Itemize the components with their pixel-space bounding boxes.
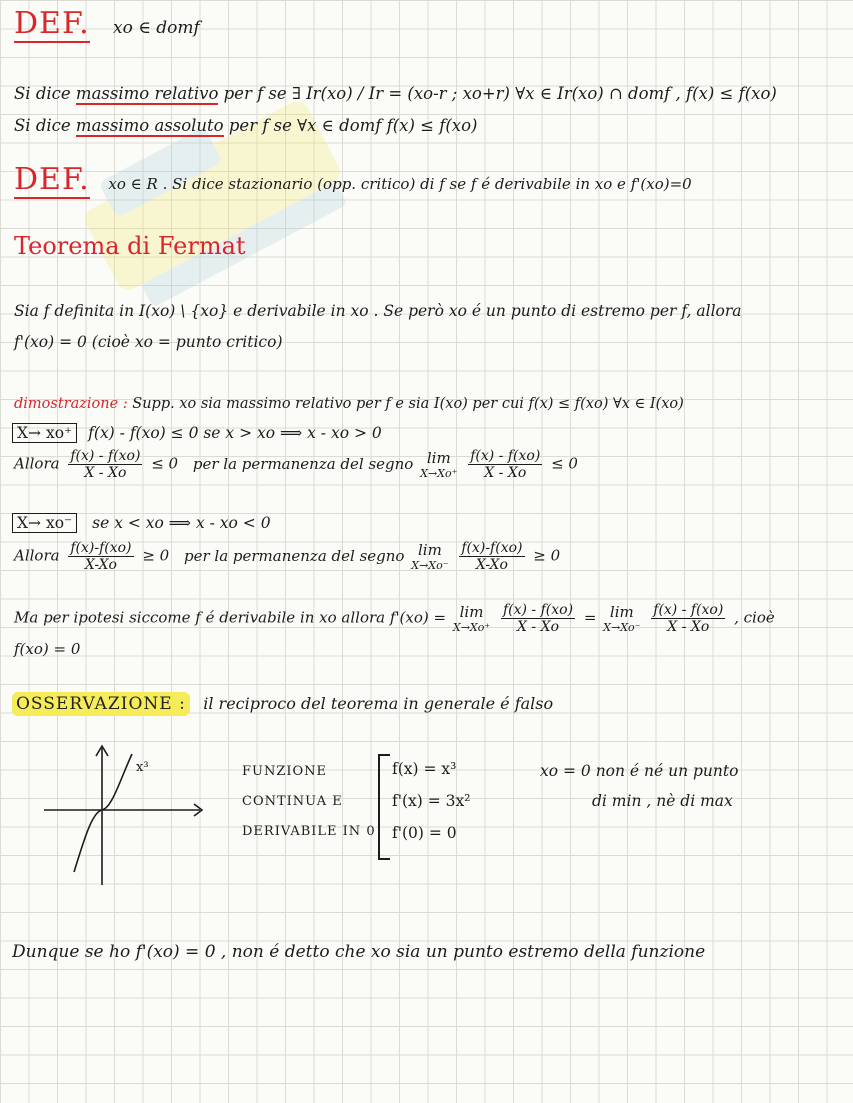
case1-perm: per la permanenza del segno (192, 454, 414, 473)
example-desc-2: CONTINUA E (242, 794, 343, 809)
relative-max-definition (14, 84, 777, 103)
case1-lim-fraction (468, 448, 542, 481)
case1-lim-sub: X→Xo⁺ (420, 467, 458, 480)
case2-fraction (68, 540, 133, 573)
def2-line (14, 162, 692, 197)
proof-intro (14, 396, 684, 412)
concl-lim-word-1: lim (459, 603, 484, 621)
case1-lim-word: lim (426, 449, 451, 467)
observation-line (12, 694, 553, 714)
graph-label: x³ (136, 760, 149, 775)
case2-line (12, 514, 271, 532)
theorem-title: Teorema di Fermat (14, 232, 246, 260)
system-eq-2: f'(x) = 3x² (392, 792, 471, 810)
final-conclusion: Dunque se ho f'(xo) = 0 , non é detto che xo sia un punto estremo della funzione (12, 942, 706, 962)
rel-max-term: massimo relativo (75, 84, 219, 103)
case1-fraction (68, 448, 142, 481)
def2-tag: DEF. (14, 162, 90, 197)
case1-box: X→ xo⁺ (12, 423, 77, 443)
case2-allora: Allora (14, 546, 60, 565)
case1-allora: Allora (14, 454, 60, 473)
cubic-curve (74, 754, 132, 872)
abs-max-term: massimo assoluto (75, 116, 224, 135)
concl-lim-sub-2: X→Xo⁻ (603, 621, 641, 634)
case2-allora-line (14, 540, 560, 573)
concl-fraction-1 (501, 602, 575, 635)
concl-eq: = (583, 608, 597, 627)
concl-fraction-2 (651, 602, 725, 635)
def1-line (14, 6, 200, 41)
case2-den: X-Xo (84, 557, 117, 573)
case1-allora-line (14, 448, 578, 481)
abs-max-prefix: Si dice (14, 116, 71, 135)
cubic-graph (40, 740, 210, 890)
case2-lim-num: f(x)-f(xo) (461, 540, 523, 556)
example-desc-3: DERIVABILE IN 0 (242, 824, 376, 839)
concl-num-1: f(x) - f(xo) (502, 602, 574, 618)
case2-rel1: ≥ 0 (142, 546, 170, 565)
rel-max-prefix: Si dice (14, 84, 71, 103)
case1-text: f(x) - f(xo) ≤ 0 se x > xo ⟹ x - xo > 0 (88, 424, 382, 442)
theorem-line-2: f'(xo) = 0 (cioè xo = punto critico) (14, 333, 283, 351)
system-eq-3: f'(0) = 0 (392, 824, 457, 842)
proof-conclusion-line (14, 602, 775, 635)
example-note-2: di min , nè di max (592, 792, 733, 810)
case1-limit (420, 449, 457, 480)
system-eq-1: f(x) = x³ (392, 760, 457, 778)
concl-limit-2 (603, 603, 640, 634)
case2-perm: per la permanenza del segno (183, 546, 405, 565)
observation-text: il reciproco del teorema in generale é falso (203, 694, 554, 713)
case1-rel1: ≤ 0 (151, 454, 179, 473)
example-desc-1: FUNZIONE (242, 764, 328, 779)
concl-den-2: X - Xo (667, 619, 710, 635)
case2-lim-fraction (459, 540, 524, 573)
case2-lim-den: X-Xo (475, 557, 508, 573)
observation-label: OSSERVAZIONE : (12, 692, 190, 716)
case2-box: X→ xo⁻ (12, 513, 77, 533)
case1-line (12, 424, 382, 442)
def1-tag: DEF. (14, 6, 90, 41)
absolute-max-definition (14, 116, 477, 135)
example-note-1: xo = 0 non é né un punto (540, 762, 739, 780)
concl-cioe: , cioè (734, 608, 775, 627)
system-bracket (378, 754, 390, 860)
case1-lim-den: X - Xo (484, 465, 527, 481)
case2-limit (411, 541, 448, 572)
case2-lim-word: lim (417, 541, 442, 559)
concl-lim-word-2: lim (609, 603, 634, 621)
concl-text: Ma per ipotesi siccome f é derivabile in xo allora f'(xo) = (14, 608, 447, 627)
case1-lim-num: f(x) - f(xo) (470, 448, 541, 464)
def1-text: xo ∈ domf (113, 18, 200, 38)
abs-max-rest: per f se ∀x ∈ domf f(x) ≤ f(xo) (228, 116, 478, 135)
concl-lim-sub-1: X→Xo⁺ (452, 621, 491, 634)
case2-rel2: ≥ 0 (533, 546, 561, 565)
proof-conclusion-line-2: f(xo) = 0 (14, 640, 81, 658)
concl-num-2: f(x) - f(xo) (653, 602, 724, 618)
case1-num: f(x) - f(xo) (70, 448, 141, 464)
case1-rel2: ≤ 0 (551, 454, 578, 473)
proof-intro-text: Supp. xo sia massimo relativo per f e sia I(xo) per cui f(x) ≤ f(xo) ∀x ∈ I(xo) (132, 396, 684, 412)
case1-den: X - Xo (84, 465, 127, 481)
rel-max-rest: per f se ∃ Ir(xo) / Ir = (xo-r ; xo+r) ∀x ∈ Ir(xo) ∩ domf , f(x) ≤ f(xo) (223, 84, 777, 103)
def2-text: xo ∈ R . Si dice stazionario (opp. critico) di f se f é derivabile in xo e f'(xo)=0 (108, 175, 692, 193)
case2-num: f(x)-f(xo) (70, 540, 132, 556)
theorem-line-1: Sia f definita in I(xo) \ {xo} e derivabile in xo . Se però xo é un punto di estremo per f, allora (14, 302, 742, 320)
case2-lim-sub: X→Xo⁻ (411, 559, 449, 572)
concl-limit-1 (453, 603, 490, 634)
case2-text: se x < xo ⟹ x - xo < 0 (92, 514, 271, 532)
proof-label: dimostrazione : (14, 396, 128, 412)
concl-den-1: X - Xo (517, 619, 559, 635)
